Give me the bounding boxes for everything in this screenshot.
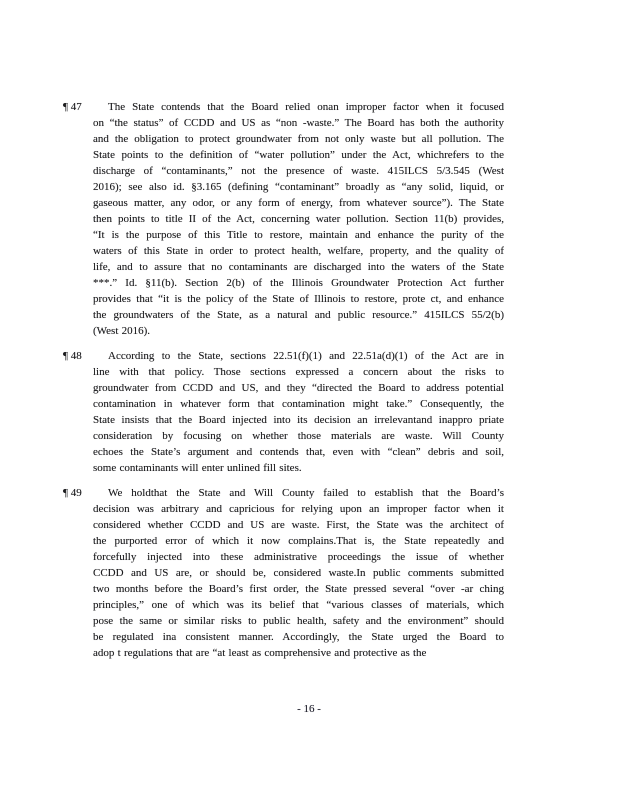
text-line: According to the State, sections 22.51(f)(1) and 22.51a(d)(1) of the Act are in	[108, 350, 504, 362]
text-line: State insists that the Board injected into its decision an irrelevantand inappro priate	[93, 414, 504, 426]
paragraph-number: ¶ 47	[63, 101, 82, 113]
text-line: The State contends that the Board relied onan improper factor when it focused	[108, 101, 504, 113]
paragraph-text	[93, 348, 504, 476]
text-line: on “the status” of CCDD and US as “non -waste.” The Board has both the authority	[93, 117, 504, 129]
text-line: adop t regulations that are “at least as comprehensive and protective as the	[93, 647, 427, 659]
text-line: We holdthat the State and Will County failed to establish that the Board’s	[108, 487, 504, 499]
text-line: consideration by focusing on whether those materials are waste. Will County	[93, 430, 504, 442]
text-line: considered whether CCDD and US are waste. First, the State was the architect of	[93, 519, 504, 531]
paragraph-text	[93, 485, 504, 661]
text-line: contamination in whatever form that contamination might take.” Consequently, the	[93, 398, 504, 410]
text-line: life, and to assure that no contaminants are discharged into the waters of the State	[93, 261, 504, 273]
paragraph	[63, 348, 504, 476]
text-line: groundwater from CCDD and US, and they “directed the Board to address potential	[93, 382, 504, 394]
text-line: decision was arbitrary and capricious for relying upon an improper factor when it	[93, 503, 504, 515]
text-line: provides that “it is the policy of the State of Illinois to restore, prote ct, and enhance	[93, 293, 504, 305]
text-line: line with that policy. Those sections expressed a concern about the risks to	[93, 366, 504, 378]
text-line: 2016); see also id. §3.165 (defining “contaminant” broadly as “any solid, liquid, or	[93, 181, 504, 193]
text-line: pose the same or similar risks to public health, safety and the environment” should	[93, 615, 504, 627]
text-line: the purported error of which it now complains.That is, the State repeatedly and	[93, 535, 504, 547]
paragraph-text	[93, 99, 504, 339]
text-line: be regulated ina consistent manner. Accordingly, the State urged the Board to	[93, 631, 504, 643]
text-line: ***.” Id. §11(b). Section 2(b) of the Illinois Groundwater Protection Act further	[93, 277, 504, 289]
text-line: two months before the Board’s first order, the State pressed several “over -ar ching	[93, 583, 504, 595]
text-line: “It is the purpose of this Title to restore, maintain and enhance the purity of the	[93, 229, 504, 241]
opinion-body	[63, 99, 504, 670]
paragraph-number: ¶ 49	[63, 487, 82, 499]
text-line: echoes the State’s argument and contends that, even with “clean” debris and soil,	[93, 446, 504, 458]
text-line: then points to title II of the Act, concerning water pollution. Section 11(b) provides,	[93, 213, 504, 225]
text-line: (West 2016).	[93, 325, 151, 337]
text-line: principles,” one of which was its belief that “various classes of materials, which	[93, 599, 504, 611]
paragraph	[63, 485, 504, 661]
text-line: State points to the definition of “water pollution” under the Act, whichrefers to the	[93, 149, 504, 161]
page-number: - 16 -	[297, 703, 321, 715]
text-line: the groundwaters of the State, as a natural and public resource.” 415ILCS 55/2(b)	[93, 309, 504, 321]
paragraph-number: ¶ 48	[63, 350, 82, 362]
text-line: forcefully injected into these administrative proceedings the issue of whether	[93, 551, 504, 563]
text-line: CCDD and US are, or should be, considered waste.In public comments submitted	[93, 567, 504, 579]
text-line: some contaminants will enter unlined fill sites.	[93, 462, 302, 474]
text-line: discharge of “contaminants,” not the presence of waste. 415ILCS 5/3.545 (West	[93, 165, 504, 177]
paragraph	[63, 99, 504, 339]
text-line: waters of this State in order to protect health, welfare, property, and the quality of	[93, 245, 504, 257]
text-line: gaseous matter, any odor, or any form of energy, from whatever source”). The State	[93, 197, 504, 209]
text-line: and the obligation to protect groundwater from not only waste but all pollution. The	[93, 133, 504, 145]
